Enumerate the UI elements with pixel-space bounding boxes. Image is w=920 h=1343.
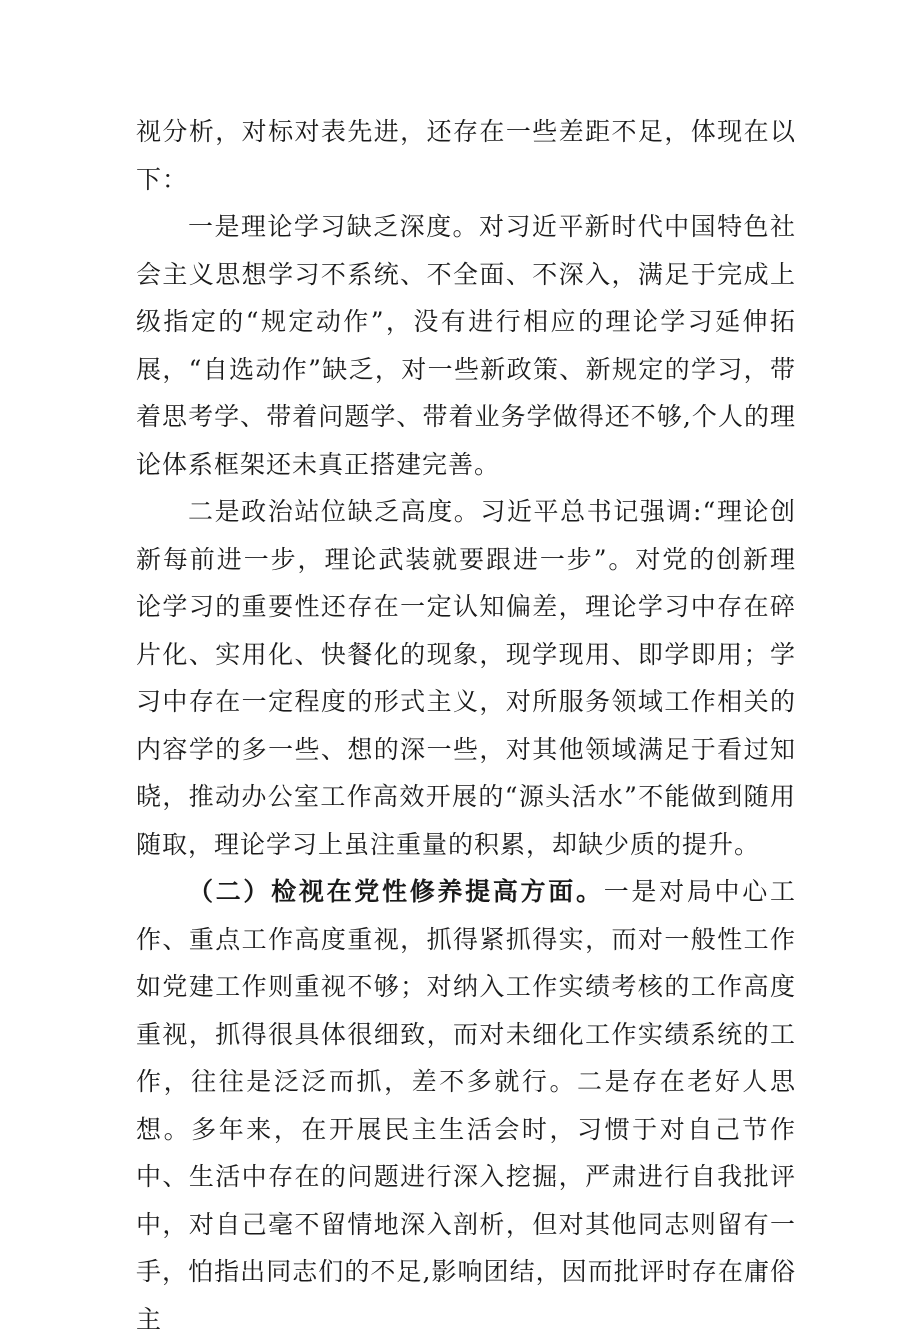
document-page [136,108,796,1343]
paragraph-party-cultivation [136,868,796,1343]
paragraph-political-height: 二是政治站位缺乏高度。习近平总书记强调:“理论创新每前进一步，理论武装就要跟进一步”。对党的创新理论学习的重要性还存在一定认知偏差，理论学习中存在碎片化、实用化、快餐化的现象，现学现用、即学即用；学习中存在一定程度的形式主义，对所服务领域工作相关的内容学的多一些、想的深一些，对其他领域满足于看过知晓，推动办公室工作高效开展的“源头活水”不能做到随用随取，理论学习上虽注重量的积累，却缺少质的提升。 [136,497,796,859]
paragraph-body: 一是对局中心工作、重点工作高度重视，抓得紧抓得实，而对一般性工作如党建工作则重视不够；对纳入工作实绩考核的工作高度重视，抓得很具体很细致，而对未细化工作实绩系统的工作，往往是泛泛而抓，差不多就行。二是存在老好人思想。多年来，在开展民主生活会时，习惯于对自己节作中、生活中存在的问题进行深入挖掘，严肃进行自我批评中，对自己毫不留情地深入剖析，但对其他同志则留有一手，怕指出同志们的不足,影响团结，因而批评时存在庸俗主 [136,877,796,1334]
paragraph-continuation: 视分析，对标对表先进，还存在一些差距不足，体现在以下： [136,117,796,194]
section-heading: （二）检视在党性修养提高方面。 [188,877,604,906]
paragraph-theory-depth: 一是理论学习缺乏深度。对习近平新时代中国特色社会主义思想学习不系统、不全面、不深入，满足于完成上级指定的“规定动作”，没有进行相应的理论学习延伸拓展，“自选动作”缺乏，对一些新政策、新规定的学习，带着思考学、带着问题学、带着业务学做得还不够,个人的理论体系框架还未真正搭建完善。 [136,212,796,479]
